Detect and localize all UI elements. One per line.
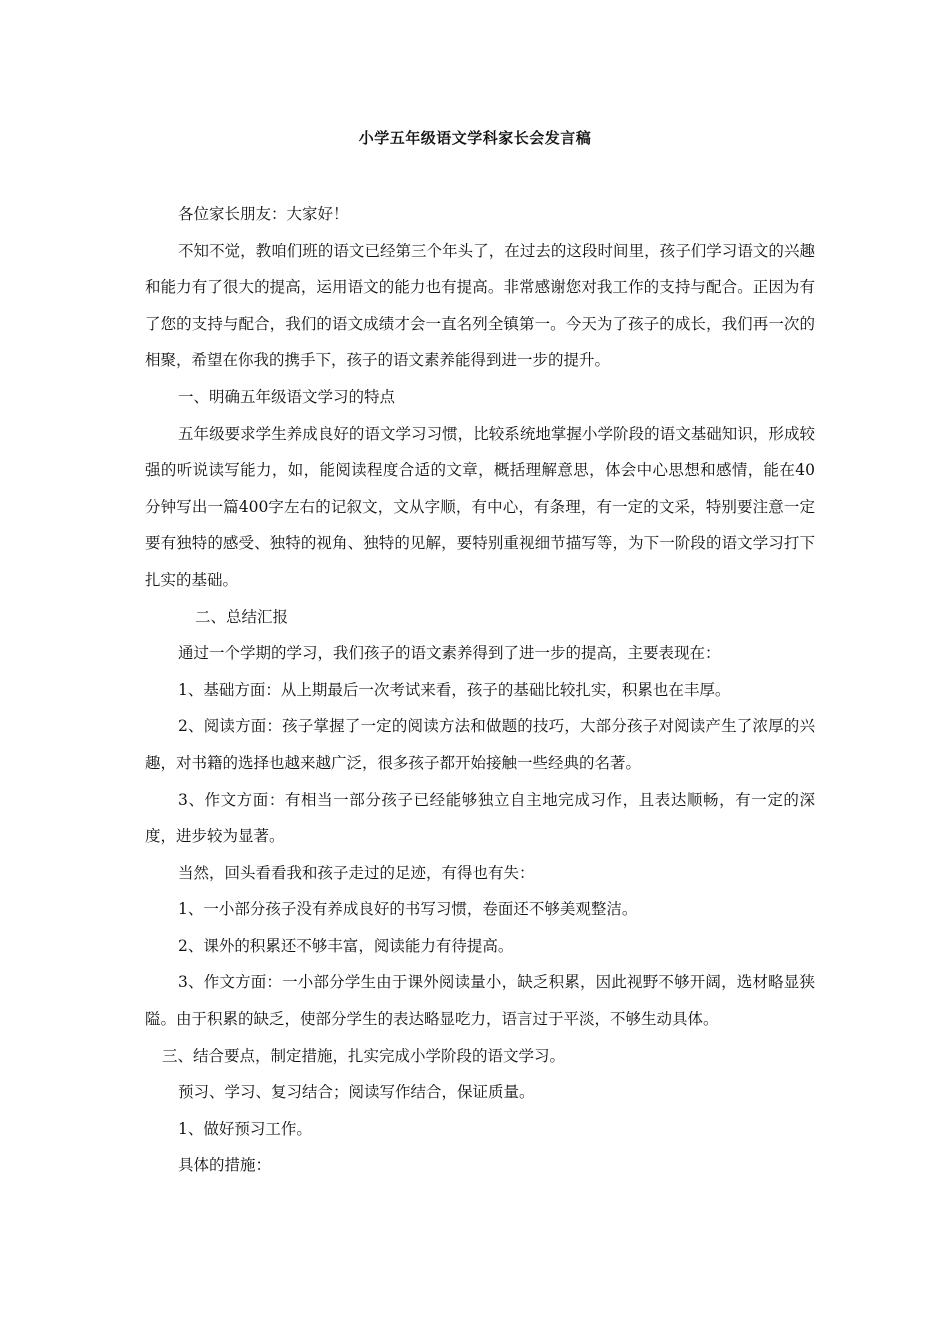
document-body — [145, 196, 815, 1184]
shortcoming-item-2: 2、课外的积累还不够丰富，阅读能力有待提高。 — [178, 936, 514, 955]
shortcomings-intro: 当然，回头看看我和孩子走过的足迹，有得也有失： — [178, 863, 535, 882]
section-1-paragraph: 五年级要求学生养成良好的语文学习习惯，比较系统地掌握小学阶段的语文基础知识，形成较强的听说读写能力，如，能阅读程度合适的文章，概括理解意思，体会中心思想和感情，能在40分钟写出一篇400字左右的记叙文，文从字顺，有中心，有条理，有一定的文采，特别要注意一定要有独特的感受、独特的视角、独特的见解，要特别重视细节描写等，为下一阶段的语文学习打下扎实的基础。 — [145, 424, 815, 589]
section-heading-3: 三、结合要点，制定措施，扎实完成小学阶段的语文学习。 — [162, 1046, 566, 1065]
shortcoming-item-3: 3、作文方面：一小部分学生由于课外阅读量小，缺乏积累，因此视野不够开阔，选材略显狭隘。由于积累的缺乏，使部分学生的表达略显吃力，语言过于平淡，不够生动具体。 — [145, 973, 815, 1029]
greeting: 各位家长朋友：大家好！ — [178, 205, 349, 223]
document-title: 小学五年级语文学科家长会发言稿 — [358, 129, 592, 147]
achievement-item-3: 3、作文方面：有相当一部分孩子已经能够独立自主地完成习作，且表达顺畅，有一定的深度，进步较为显著。 — [145, 790, 815, 846]
measure-item-1: 1、做好预习工作。 — [178, 1119, 312, 1138]
achievement-item-1: 1、基础方面：从上期最后一次考试来看，孩子的基础比较扎实，积累也在丰厚。 — [178, 680, 731, 699]
measures-label: 具体的措施： — [178, 1156, 272, 1175]
intro-paragraph: 不知不觉，教咱们班的语文已经第三个年头了，在过去的这段时间里，孩子们学习语文的兴趣和能力有了很大的提高，运用语文的能力也有提高。非常感谢您对我工作的支持与配合。正因为有了您的支持与配合，我们的语文成绩才会一直名列全镇第一。今天为了孩子的成长，我们再一次的相聚，希望在你我的携手下，孩子的语文素养能得到进一步的提升。 — [145, 241, 815, 370]
section-3-summary: 预习、学习、复习结合；阅读写作结合，保证质量。 — [178, 1083, 535, 1102]
achievement-item-2: 2、阅读方面：孩子掌握了一定的阅读方法和做题的技巧，大部分孩子对阅读产生了浓厚的兴趣，对书籍的选择也越来越广泛，很多孩子都开始接触一些经典的名著。 — [145, 717, 815, 772]
section-heading-2: 二、总结汇报 — [195, 607, 289, 626]
section-heading-1: 一、明确五年级语文学习的特点 — [178, 387, 396, 406]
section-2-intro: 通过一个学期的学习，我们孩子的语文素养得到了进一步的提高，主要表现在： — [178, 644, 721, 663]
shortcoming-item-1: 1、一小部分孩子没有养成良好的书写习惯，卷面还不够美观整洁。 — [178, 900, 638, 919]
